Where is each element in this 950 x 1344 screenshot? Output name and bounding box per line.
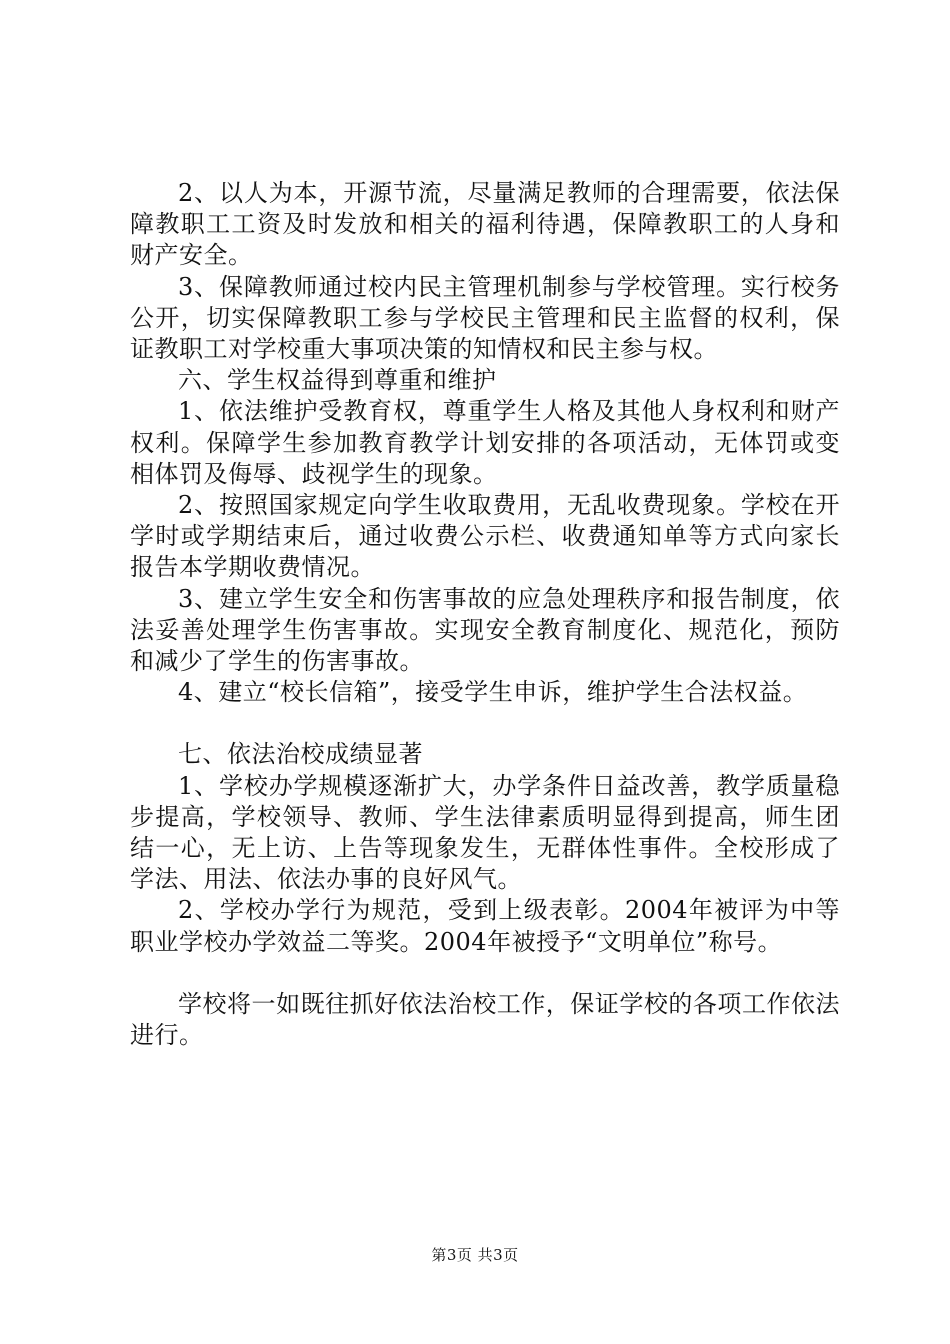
paragraph-gap bbox=[130, 708, 840, 739]
page-footer: 第3页 共3页 bbox=[431, 1246, 519, 1264]
section-heading-student-rights: 六、学生权益得到尊重和维护 bbox=[178, 366, 497, 395]
paragraph-democratic-management: 3、保障教师通过校内民主管理机制参与学校管理。实行校务公开，切实保障教职工参与学校民主管理和民主监督的权利，保证教职工对学校重大事项决策的知情权和民主参与权。 bbox=[130, 272, 840, 364]
document-body bbox=[130, 178, 840, 1051]
paragraph-safety-system: 3、建立学生安全和伤害事故的应急处理秩序和报告制度，依法妥善处理学生伤害事故。实现安全教育制度化、规范化，预防和减少了学生的伤害事故。 bbox=[130, 584, 840, 676]
section-heading-achievements: 七、依法治校成绩显著 bbox=[178, 740, 423, 769]
paragraph-staff-welfare: 2、以人为本，开源节流，尽量满足教师的合理需要，依法保障教职工工资及时发放和相关的福利待遇，保障教职工的人身和财产安全。 bbox=[130, 179, 840, 270]
paragraph-gap bbox=[130, 958, 840, 989]
paragraph-fee-collection: 2、按照国家规定向学生收取费用，无乱收费现象。学校在开学时或学期结束后，通过收费公示栏、收费通知单等方式向家长报告本学期收费情况。 bbox=[130, 491, 840, 582]
paragraph-awards: 2、学校办学行为规范，受到上级表彰。2004年被评为中等职业学校办学效益二等奖。2004年被授予“文明单位”称号。 bbox=[130, 896, 840, 956]
paragraph-closing: 学校将一如既往抓好依法治校工作，保证学校的各项工作依法进行。 bbox=[130, 989, 840, 1050]
paragraph-school-growth: 1、学校办学规模逐渐扩大，办学条件日益改善，教学质量稳步提高，学校领导、教师、学生法律素质明显得到提高，师生团结一心，无上访、上告等现象发生，无群体性事件。全校形成了学法、用法、依法办事的良好风气。 bbox=[130, 771, 840, 894]
paragraph-right-to-education: 1、依法维护受教育权，尊重学生人格及其他人身权利和财产权利。保障学生参加教育教学计划安排的各项活动，无体罚或变相体罚及侮辱、歧视学生的现象。 bbox=[130, 397, 840, 488]
paragraph-principal-mailbox: 4、建立“校长信箱”，接受学生申诉，维护学生合法权益。 bbox=[178, 678, 808, 707]
